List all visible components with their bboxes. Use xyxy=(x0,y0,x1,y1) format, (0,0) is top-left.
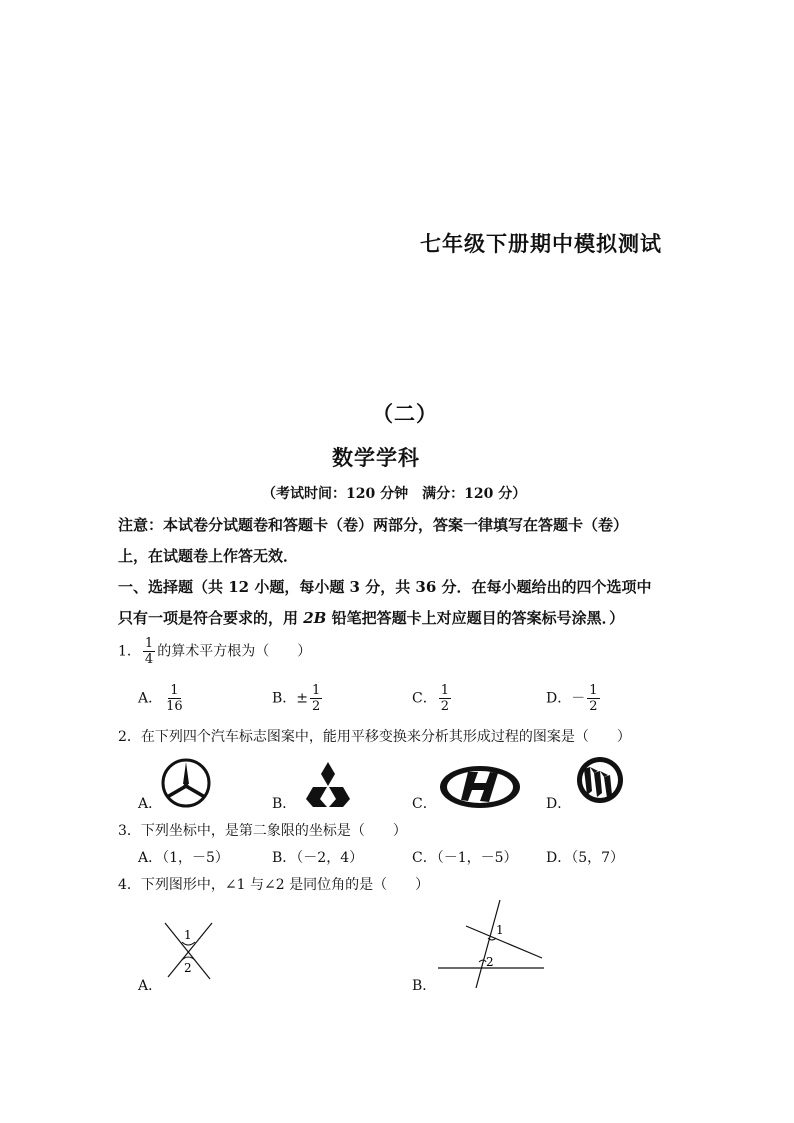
notice-line-2: 上，在试题卷上作答无效． xyxy=(118,547,299,565)
mercedes-logo xyxy=(160,757,212,809)
exam-info: （考试时间：120 分钟 满分：120 分） xyxy=(262,486,527,502)
q3-option-d: D．（5，7） xyxy=(546,850,625,866)
q1-option-c-label: C． xyxy=(412,690,437,707)
q1-d-num: 1 xyxy=(589,683,598,698)
q1-option-a-label: A． xyxy=(138,690,163,707)
q1-option-b xyxy=(272,683,324,714)
q1-number: 1． xyxy=(118,643,141,660)
q1-option-d xyxy=(546,683,602,714)
q4-b-angle-1: 1 xyxy=(496,923,504,937)
q4-a-angle-1: 1 xyxy=(184,928,192,942)
q4-figure-b xyxy=(436,898,548,990)
q1-fraction xyxy=(143,636,155,667)
q4-label-a: A． xyxy=(138,978,163,994)
exam-part: （二） xyxy=(372,401,438,426)
q1-frac-num: 1 xyxy=(144,636,154,651)
q3-option-c: C．（－1，－5） xyxy=(412,850,518,866)
subject-title: 数学学科 xyxy=(332,445,420,470)
q1-option-b-label: B． xyxy=(272,690,297,707)
q1-option-a-fraction xyxy=(164,683,185,714)
q3-option-a: A．（1，－5） xyxy=(138,850,229,866)
q1-option-c xyxy=(412,683,453,714)
question-1 xyxy=(118,636,311,667)
q3-option-b: B．（－2，4） xyxy=(272,850,364,866)
mitsubishi-logo xyxy=(300,760,356,810)
q1-option-a xyxy=(138,683,187,714)
q1-frac-den: 4 xyxy=(144,652,154,667)
q1-a-den: 16 xyxy=(166,699,183,714)
question-4: 4．下列图形中，∠1 与∠2 是同位角的是（ ） xyxy=(118,877,430,893)
q4-b-angle-2: 2 xyxy=(486,955,494,969)
q1-b-den: 2 xyxy=(312,699,321,714)
q4-label-b: B． xyxy=(412,978,437,994)
exam-title: 七年级下册期中模拟测试 xyxy=(420,231,662,256)
q1-option-d-fraction xyxy=(587,683,599,714)
q2-label-b: B． xyxy=(272,796,297,812)
q1-c-num: 1 xyxy=(440,683,449,698)
q1-b-num: 1 xyxy=(312,683,321,698)
q1-stem: 的算术平方根为（ ） xyxy=(157,643,312,660)
section-1-line-1: 一、选择题（共 12 小题，每小题 3 分，共 36 分．在每小题给出的四个选项中 xyxy=(118,578,652,596)
q1-d-den: 2 xyxy=(589,699,598,714)
q1-b-sign: ± xyxy=(296,690,309,707)
hyundai-logo xyxy=(438,764,522,810)
section-1-line-2 xyxy=(118,607,624,628)
q4-a-angle-2: 2 xyxy=(184,961,192,975)
section-1-line-2-a: 只有一项是符合要求的，用 xyxy=(118,609,304,627)
q1-option-c-fraction xyxy=(439,683,451,714)
q2-label-d: D． xyxy=(546,796,572,812)
section-1-pencil: 2B xyxy=(303,609,327,627)
q1-option-d-label: D． xyxy=(546,690,572,707)
q1-c-den: 2 xyxy=(440,699,449,714)
q4-figure-a xyxy=(160,915,220,985)
q1-d-sign: － xyxy=(571,690,586,707)
q1-a-num: 1 xyxy=(170,683,179,698)
buick-logo xyxy=(575,755,625,805)
question-2: 2．在下列四个汽车标志图案中，能用平移变换来分析其形成过程的图案是（ ） xyxy=(118,729,631,745)
q2-label-c: C． xyxy=(412,796,437,812)
q2-label-a: A． xyxy=(138,796,163,812)
q1-option-b-fraction xyxy=(310,683,322,714)
section-1-line-2-c: 铅笔把答题卡上对应题目的答案标号涂黑．） xyxy=(326,609,625,627)
question-3: 3．下列坐标中，是第二象限的坐标是（ ） xyxy=(118,823,407,839)
notice-line-1: 注意：本试卷分试题卷和答题卡（卷）两部分，答案一律填写在答题卡（卷） xyxy=(118,516,629,534)
